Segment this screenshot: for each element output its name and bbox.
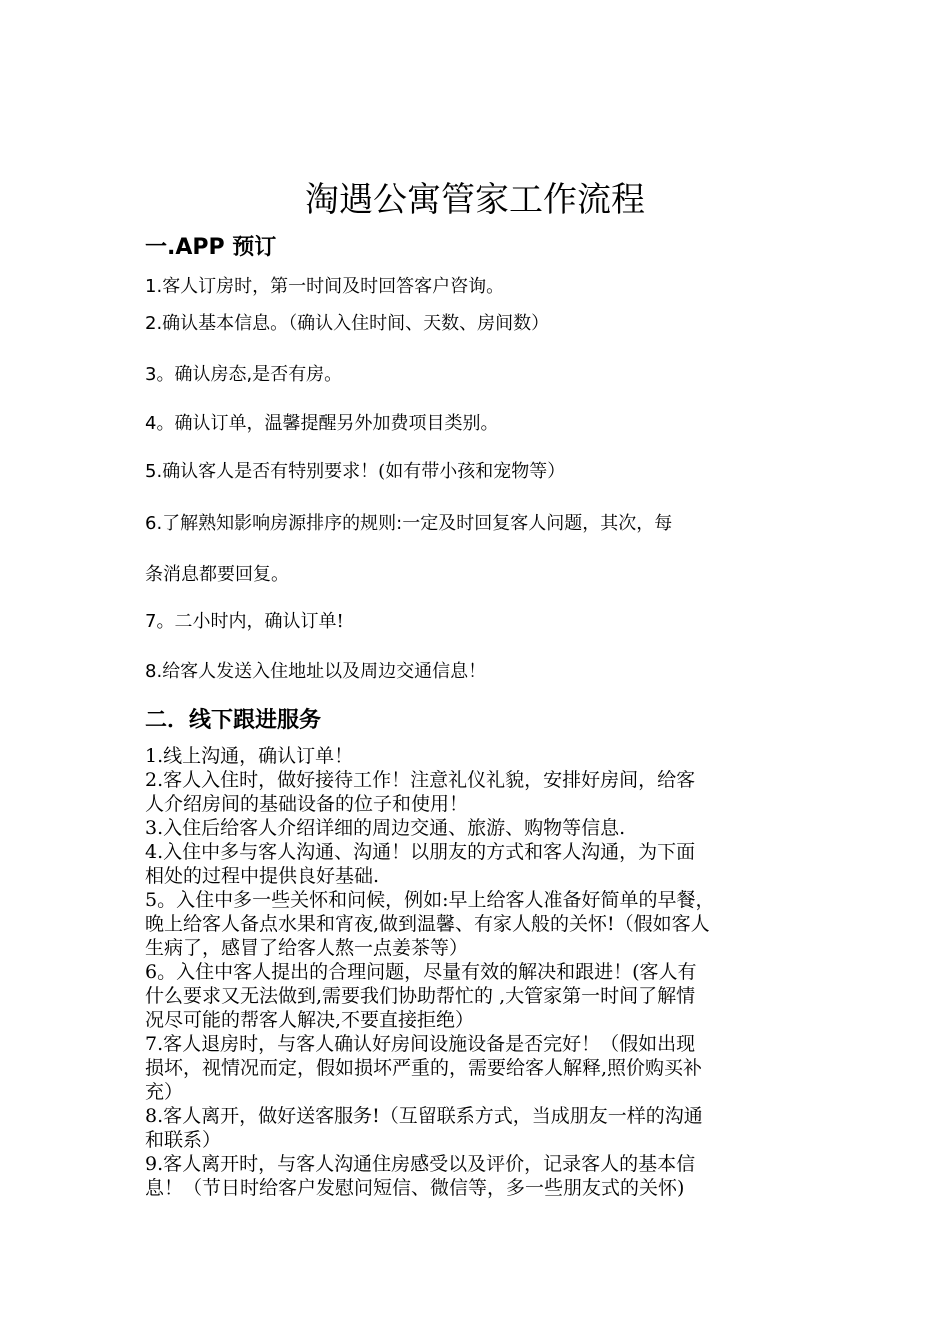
text-line: 8.客人离开，做好送客服务!（互留联系方式，当成朋友一样的沟通 [145,1105,703,1127]
section-heading-offline-service: 二．线下跟进服务 [145,708,322,733]
list-item: 8.给客人发送入住地址以及周边交通信息！ [145,661,487,682]
title-text: 公寓管家工作流程 [373,180,645,220]
text-line: 2.客人入住时，做好接待工作！注意礼仪礼貌，安排好房间，给客 [145,769,696,791]
list-item: 4。确认订单，温馨提醒另外加费项目类别。 [145,413,499,434]
list-item: 2.确认基本信息。（确认入住时间、天数、房间数） [145,313,550,334]
offline-service-list [145,744,815,1200]
text-line: 6。入住中客人提出的合理问题，尽量有效的解决和跟进！(客人有 [145,961,697,983]
text-line: 相处的过程中提供良好基础. [145,865,380,887]
text-line: 3.入住后给客人介绍详细的周边交通、旅游、购物等信息. [145,817,626,839]
text-line: 5。入住中多一些关怀和问候，例如:早上给客人准备好简单的早餐， [145,889,715,911]
text-line: 充） [145,1081,184,1103]
text-line: 4.入住中多与客人沟通、沟通！以朋友的方式和客人沟通，为下面 [145,841,696,863]
list-item: 1.客人订房时，第一时间及时回答客户咨询。 [145,276,505,297]
list-item: 条消息都要回复。 [145,564,289,585]
text-line: 1.线上沟通，确认订单！ [145,745,354,767]
text-line: 况尽可能的帮客人解决,不要直接拒绝） [145,1009,475,1031]
list-item: 5.确认客人是否有特别要求！(如有带小孩和宠物等） [145,461,566,482]
section-heading-app-booking: 一.APP 预订 [145,235,277,260]
text-line: 7.客人退房时，与客人确认好房间设施设备是否完好！（假如出现 [145,1033,696,1055]
document-title [0,175,950,225]
list-item: 3。确认房态,是否有房。 [145,364,343,385]
list-item: 7。二小时内，确认订单! [145,611,344,632]
title-brand: 淘遇 [305,180,373,220]
text-line: 息！（节日时给客户发慰问短信、微信等，多一些朋友式的关怀) [145,1177,685,1199]
text-line: 晚上给客人备点水果和宵夜,做到温馨、有家人般的关怀!（假如客人 [145,913,710,935]
text-line: 和联系） [145,1129,222,1151]
text-line: 人介绍房间的基础设备的位子和使用！ [145,793,469,815]
list-item: 6.了解熟知影响房源排序的规则:一定及时回复客人问题，其次，每 [145,513,673,534]
text-line: 9.客人离开时，与客人沟通住房感受以及评价，记录客人的基本信 [145,1153,696,1175]
text-line: 损坏，视情况而定，假如损坏严重的，需要给客人解释,照价购买补 [145,1057,703,1079]
text-line: 生病了，感冒了给客人熬一点姜茶等） [145,937,469,959]
text-line: 什么要求又无法做到,需要我们协助帮忙的 ,大管家第一时间了解情 [145,985,696,1007]
